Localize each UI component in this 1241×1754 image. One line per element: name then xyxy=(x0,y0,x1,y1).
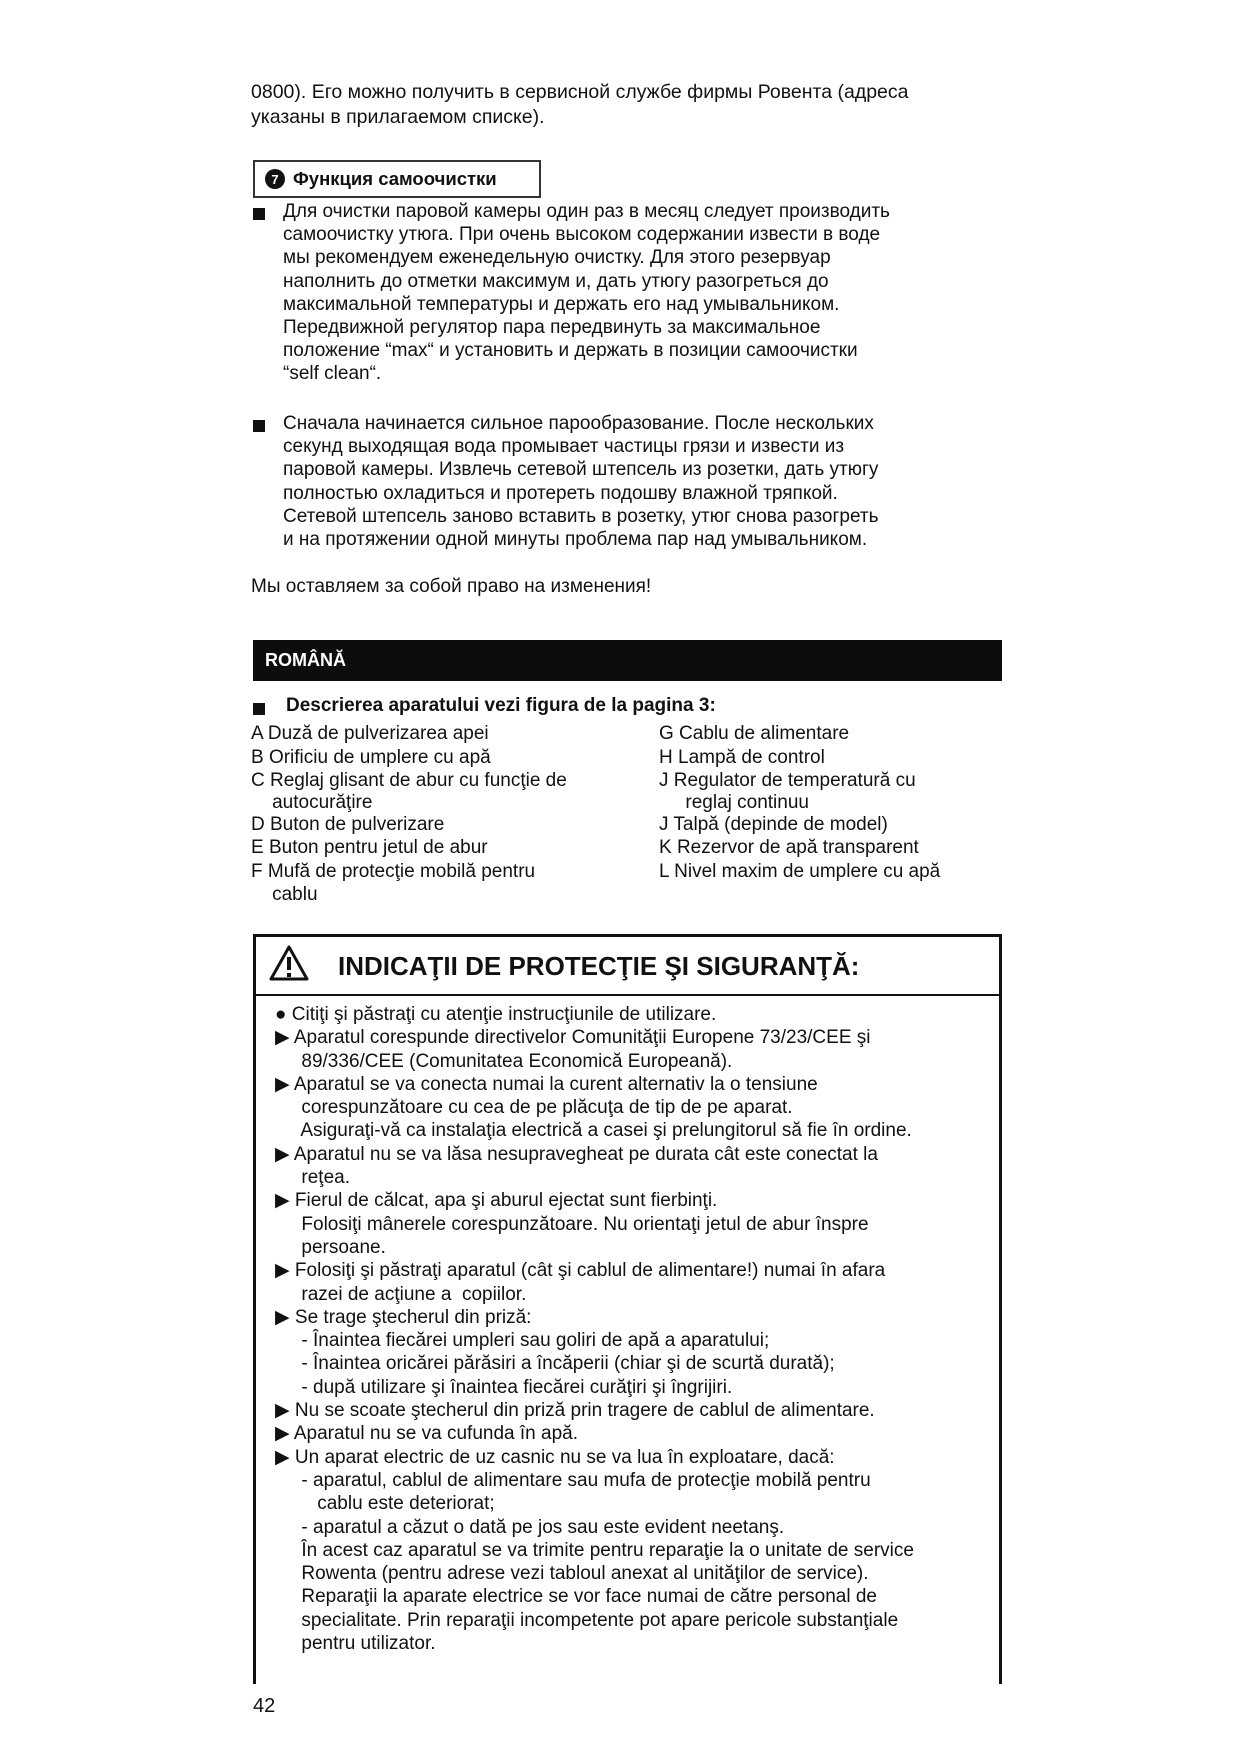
parts-list-right xyxy=(659,722,1079,883)
intro-text xyxy=(251,80,1011,130)
part-item: K Rezervor de apă transparent xyxy=(659,837,919,858)
warning-line: ▶ Aparatul se va conecta numai la curent alternativ la o tensiune xyxy=(275,1073,818,1095)
text-line: полностью охладиться и протереть подошву влажной тряпкой. xyxy=(283,482,838,504)
intro-line: указаны в прилагаемом списке). xyxy=(251,106,545,128)
part-item: G Cablu de alimentare xyxy=(659,723,850,744)
warning-line: specialitate. Prin reparaţii incompetente pot apare pericole substanţiale xyxy=(275,1609,899,1631)
warning-line: pentru utilizator. xyxy=(275,1633,436,1655)
warning-line: Rowenta (pentru adrese vezi tabloul anexat al unităţilor de service). xyxy=(275,1563,869,1585)
section-title: Функция самоочистки xyxy=(293,168,497,189)
warning-line: Asiguraţi-vă ca instalaţia electrică a casei şi prelungitorul să fie în ordine. xyxy=(275,1120,912,1142)
warning-line: ● Citiţi şi păstraţi cu atenţie instrucţiunile de utilizare. xyxy=(275,1004,717,1025)
text-line: Сначала начинается сильное парообразование. После нескольких xyxy=(283,413,874,434)
warning-line: ▶ Aparatul corespunde directivelor Comunităţii Europene 73/23/CEE şi xyxy=(275,1027,871,1049)
warning-line: - aparatul, cablul de alimentare sau mufa de protecţie mobilă pentru xyxy=(275,1469,871,1491)
text-line: “self clean“. xyxy=(283,363,382,385)
warning-line: reţea. xyxy=(275,1167,350,1189)
warning-line: Reparaţii la aparate electrice se vor face numai de către personal de xyxy=(275,1586,877,1608)
warning-line: cablu este deteriorat; xyxy=(275,1493,495,1515)
section-number-badge: 7 xyxy=(265,169,285,189)
text-line: секунд выходящая вода промывает частицы грязи и извести из xyxy=(283,436,845,458)
language-header-romana xyxy=(253,640,1002,681)
part-item: E Buton pentru jetul de abur xyxy=(251,837,488,858)
intro-line: 0800). Его можно получить в сервисной службе фирмы Ровента (адреса xyxy=(251,81,909,103)
warning-line: ▶ Fierul de călcat, apa şi aburul ejectat sunt fierbinţi. xyxy=(275,1190,718,1212)
text-line: мы рекомендуем еженедельную очистку. Для этого резервуар xyxy=(283,247,831,269)
part-item: cablu xyxy=(251,884,318,905)
part-item: J Talpă (depinde de model) xyxy=(659,813,888,835)
part-item: C Reglaj glisant de abur cu funcţie de xyxy=(251,770,567,791)
text-line: максимальной температуры и держать его над умывальником. xyxy=(283,293,840,315)
text-line: Передвижной регулятор пара передвинуть за максимальное xyxy=(283,317,821,339)
square-bullet-icon xyxy=(253,420,265,432)
text-line: и на протяжении одной минуты проблема пар над умывальником. xyxy=(283,529,868,551)
part-item: F Mufă de protecţie mobilă pentru xyxy=(251,860,536,882)
warning-triangle-icon xyxy=(268,944,310,982)
warning-line: ▶ Aparatul nu se va cufunda în apă. xyxy=(275,1423,578,1445)
part-item: D Buton de pulverizare xyxy=(251,813,445,835)
text-line: Для очистки паровой камеры один раз в месяц следует производить xyxy=(283,201,890,222)
ru-paragraph-2 xyxy=(283,412,1003,551)
safety-warning-title: INDICAŢII DE PROTECŢIE ŞI SIGURANŢĂ: xyxy=(338,951,860,981)
warning-line: ▶ Folosiţi şi păstraţi aparatul (cât şi cablul de alimentare!) numai în afara xyxy=(275,1260,886,1282)
text-line: самоочистку утюга. При очень высоком содержании извести в воде xyxy=(283,224,881,246)
part-item: L Nivel maxim de umplere cu apă xyxy=(659,860,941,882)
warning-line: - după utilizare şi înaintea fiecărei curăţiri şi îngrijiri. xyxy=(275,1376,733,1398)
warning-line: ▶ Nu se scoate ştecherul din priză prin tragere de cablul de alimentare. xyxy=(275,1400,875,1422)
text-line: Сетевой штепсель заново вставить в розетку, утюг снова разогреть xyxy=(283,505,879,527)
parts-list-left xyxy=(251,722,671,907)
warning-line: razei de acţiune a copiilor. xyxy=(275,1283,527,1305)
warning-line: ▶ Se trage ştecherul din priză: xyxy=(275,1306,532,1328)
section-heading-self-clean xyxy=(253,160,541,198)
part-item: reglaj continuu xyxy=(659,791,809,813)
ru-reserve-note: Мы оставляем за собой право на изменения! xyxy=(251,576,652,597)
warning-line: Folosiţi mânerele corespunzătoare. Nu orientaţi jetul de abur înspre xyxy=(275,1213,869,1235)
warning-line: - aparatul a căzut o dată pe jos sau este evident neetanş. xyxy=(275,1516,785,1538)
part-item: A Duză de pulverizarea apei xyxy=(251,723,489,744)
text-line: паровой камеры. Извлечь сетевой штепсель из розетки, дать утюгу xyxy=(283,459,879,481)
text-line: положение “max“ и установить и держать в позиции самоочистки xyxy=(283,340,858,362)
ru-paragraph-1 xyxy=(283,200,1003,386)
warning-line: ▶ Aparatul nu se va lăsa nesupravegheat pe durata cât este conectat la xyxy=(275,1143,878,1165)
warning-line: 89/336/CEE (Comunitatea Economică Europeană). xyxy=(275,1050,733,1072)
warning-line: În acest caz aparatul se va trimite pentru reparaţie la o unitate de service xyxy=(275,1539,914,1561)
warning-line: ▶ Un aparat electric de uz casnic nu se va lua în exploatare, dacă: xyxy=(275,1446,835,1468)
warning-line: corespunzătoare cu cea de pe plăcuţa de tip de pe aparat. xyxy=(275,1097,793,1119)
ro-description-heading: Descrierea aparatului vezi figura de la pagina 3: xyxy=(286,695,716,716)
part-item: H Lampă de control xyxy=(659,746,825,768)
page-number: 42 xyxy=(253,1695,276,1717)
part-item: J Regulator de temperatură cu xyxy=(659,770,916,791)
warning-line: - Înaintea fiecărei umpleri sau goliri de apă a aparatului; xyxy=(275,1330,770,1352)
square-bullet-icon xyxy=(253,703,265,715)
text-line: наполнить до отметки максимум и, дать утюгу разогреться до xyxy=(283,270,829,292)
warning-line: persoane. xyxy=(275,1236,386,1258)
warning-line: - Înaintea oricărei părăsiri a încăperii (chiar şi de scurtă durată); xyxy=(275,1353,835,1375)
part-item: autocurăţire xyxy=(251,791,373,813)
language-header-label: ROMÂNĂ xyxy=(265,650,346,670)
part-item: B Orificiu de umplere cu apă xyxy=(251,746,491,768)
safety-warning-list xyxy=(275,1003,990,1655)
square-bullet-icon xyxy=(253,208,265,220)
